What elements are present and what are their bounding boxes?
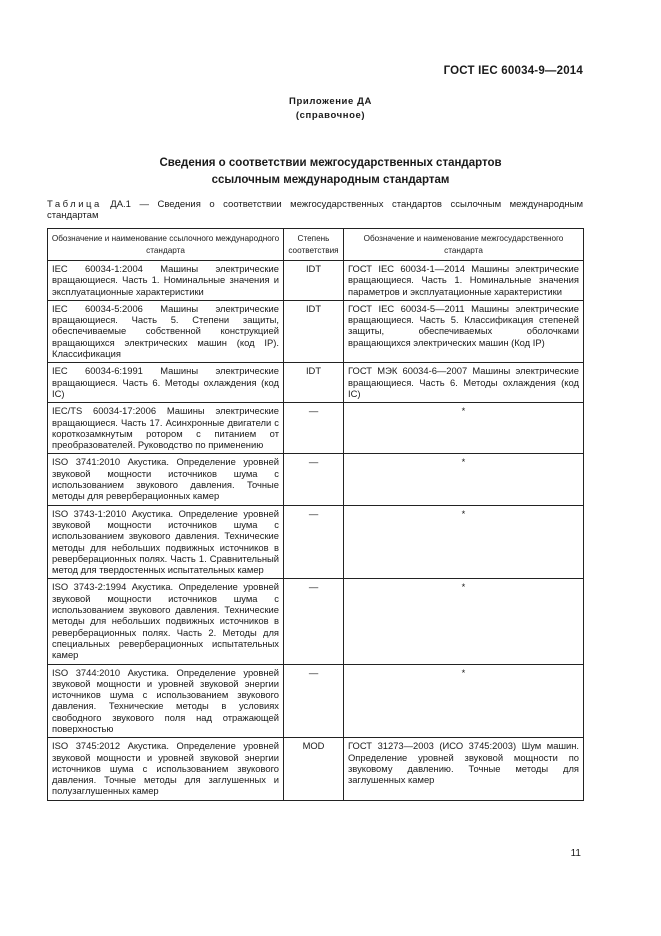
page-title: [0, 155, 661, 189]
intl-standard-cell: IEC 60034-5:2006 Машины электрические вращающиеся. Часть 5. Степени защиты, обеспечиваемые собственной конструкцией вращающихся электрических машин (код IP). Классификация: [48, 300, 284, 362]
header-intl-standard: Обозначение и наименование ссылочного международного стандарта: [48, 229, 284, 261]
degree-cell: —: [284, 454, 344, 505]
table-row: [48, 403, 584, 454]
header-degree: Степень соответствия: [284, 229, 344, 261]
degree-cell: IDT: [284, 300, 344, 362]
interstate-standard-cell: *: [344, 403, 584, 454]
degree-cell: —: [284, 505, 344, 579]
degree-cell: —: [284, 664, 344, 738]
header-interstate-standard: Обозначение и наименование межгосударственного стандарта: [344, 229, 584, 261]
table-row: [48, 738, 584, 800]
table-caption-text: ДА.1 — Сведения о соответствии межгосударственных стандартов ссылочным международным стандартам: [47, 199, 583, 221]
document-id: ГОСТ IEC 60034-9—2014: [443, 65, 583, 77]
degree-cell: IDT: [284, 261, 344, 301]
table-row: [48, 454, 584, 505]
interstate-standard-cell: *: [344, 579, 584, 664]
interstate-standard-cell: ГОСТ IEC 60034-5—2011 Машины электрические вращающиеся. Часть 5. Классификация степеней защиты, обеспечиваемых оболочками вращающихся электрических машин (Код IP): [344, 300, 584, 362]
intl-standard-cell: ISO 3741:2010 Акустика. Определение уровней звуковой мощности источников шума с использованием звукового давления. Точные методы для реверберационных камер: [48, 454, 284, 505]
annex-subtitle: (справочное): [295, 110, 366, 121]
degree-cell: MOD: [284, 738, 344, 800]
annex-heading: [0, 95, 661, 123]
table-row: [48, 363, 584, 403]
table-row: [48, 664, 584, 738]
interstate-standard-cell: *: [344, 664, 584, 738]
interstate-standard-cell: *: [344, 505, 584, 579]
intl-standard-cell: IEC/TS 60034-17:2006 Машины электрические вращающиеся. Часть 17. Асинхронные двигатели с короткозамкнутым ротором с питанием от преобразователей. Руководство по применению: [48, 403, 284, 454]
table-row: [48, 300, 584, 362]
interstate-standard-cell: *: [344, 454, 584, 505]
interstate-standard-cell: ГОСТ IEC 60034-1—2014 Машины электрические вращающиеся. Часть 1. Номинальные значения параметров и эксплуатационные характеристики: [344, 261, 584, 301]
table-row: [48, 261, 584, 301]
degree-cell: IDT: [284, 363, 344, 403]
table-caption: [47, 199, 583, 221]
degree-cell: —: [284, 579, 344, 664]
degree-cell: —: [284, 403, 344, 454]
intl-standard-cell: ISO 3743-2:1994 Акустика. Определение уровней звуковой мощности источников шума с использованием звукового давления. Технические методы для небольших подвижных источников в реверберационных полях. Часть 2. Методы для специальных реверберационных испытательных камер: [48, 579, 284, 664]
intl-standard-cell: IEC 60034-6:1991 Машины электрические вращающиеся. Часть 6. Методы охлаждения (код IC): [48, 363, 284, 403]
intl-standard-cell: ISO 3743-1:2010 Акустика. Определение уровней звуковой мощности источников шума с использованием звукового давления. Технические методы для небольших подвижных источников в реверберационных полях. Часть 1. Сравнительный метод для твердостенных испытательных камер: [48, 505, 284, 579]
interstate-standard-cell: ГОСТ 31273—2003 (ИСО 3745:2003) Шум машин. Определение уровней звуковой мощности по звуковому давлению. Точные методы для заглушенных камер: [344, 738, 584, 800]
title-line-2: ссылочным международным стандартам: [211, 174, 450, 186]
table-header-row: [48, 229, 584, 261]
annex-title: Приложение ДА: [289, 96, 372, 107]
title-line-1: Сведения о соответствии межгосударственных стандартов: [159, 157, 502, 169]
table-row: [48, 505, 584, 579]
intl-standard-cell: ISO 3745:2012 Акустика. Определение уровней звуковой мощности и уровней звуковой энергии источников шума с использованием звукового давления. Точные методы для заглушенных и полузаглушенных камер: [48, 738, 284, 800]
standards-table: [47, 228, 584, 801]
page-number: 11: [570, 848, 581, 859]
table-row: [48, 579, 584, 664]
intl-standard-cell: IEC 60034-1:2004 Машины электрические вращающиеся. Часть 1. Номинальные значения и эксплуатационные характеристики: [48, 261, 284, 301]
intl-standard-cell: ISO 3744:2010 Акустика. Определение уровней звуковой мощности и уровней звуковой энергии источников шума с использованием звукового давления. Технические методы в условиях свободного звукового поля над отражающей поверхностью: [48, 664, 284, 738]
table-caption-label: Таблица: [47, 199, 102, 210]
interstate-standard-cell: ГОСТ МЭК 60034-6—2007 Машины электрические вращающиеся. Часть 6. Методы охлаждения (код IC): [344, 363, 584, 403]
